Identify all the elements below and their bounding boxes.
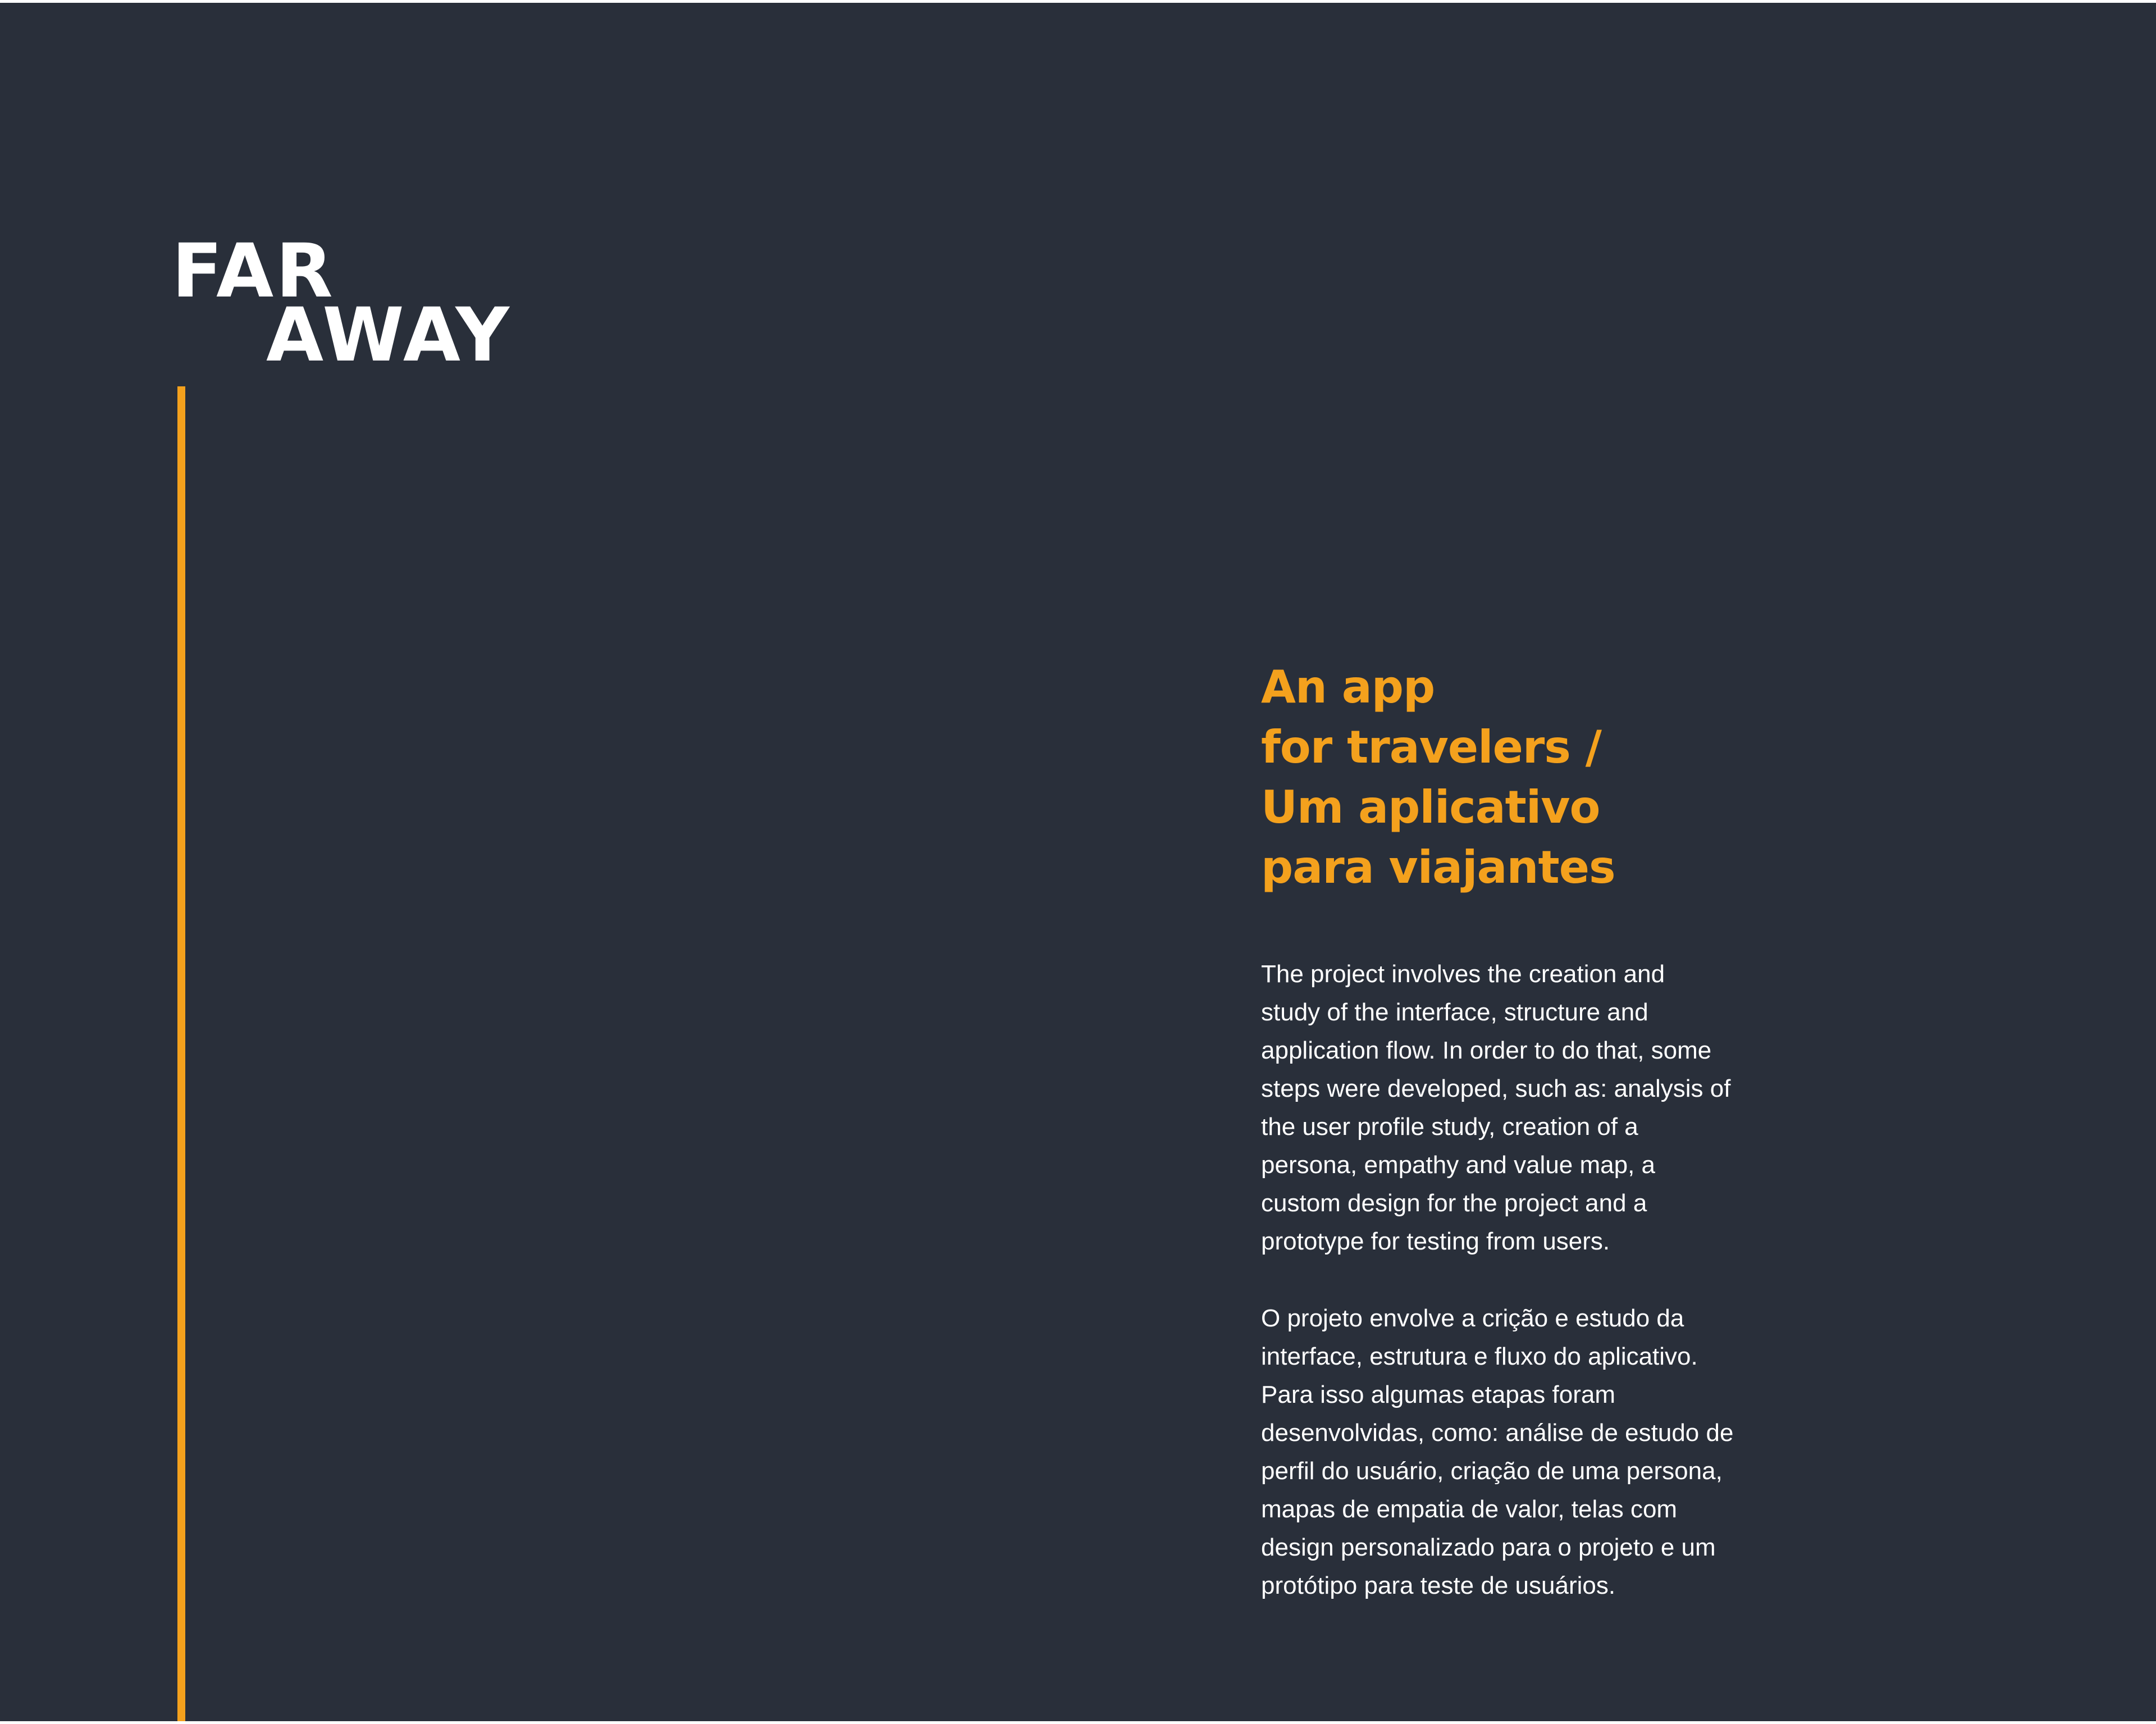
portuguese-description-line-4: desenvolvidas, como: análise de estudo de bbox=[1261, 1419, 1734, 1447]
portuguese-description-line-3: Para isso algumas etapas foram bbox=[1261, 1381, 1615, 1408]
faraway-logo bbox=[172, 216, 512, 379]
english-description-line-4: steps were developed, such as: analysis of bbox=[1261, 1075, 1731, 1102]
portuguese-description-line-7: design personalizado para o projeto e um bbox=[1261, 1534, 1716, 1561]
english-description-line-3: application flow. In order to do that, some bbox=[1261, 1037, 1712, 1064]
english-description-line-8: prototype for testing from users. bbox=[1261, 1228, 1610, 1255]
english-description-line-1: The project involves the creation and bbox=[1261, 960, 1665, 988]
orange-vertical-divider bbox=[177, 386, 185, 1721]
project-headline bbox=[1261, 657, 1935, 897]
english-description-line-5: the user profile study, creation of a bbox=[1261, 1113, 1638, 1141]
portuguese-description-line-2: interface, estrutura e fluxo do aplicativo. bbox=[1261, 1343, 1698, 1370]
english-description-line-7: custom design for the project and a bbox=[1261, 1189, 1647, 1217]
logo-word-far: FAR bbox=[172, 228, 335, 314]
portuguese-description-line-6: mapas de empatia de valor, telas com bbox=[1261, 1495, 1678, 1523]
portuguese-description bbox=[1261, 1299, 1817, 1605]
presentation-slide bbox=[0, 3, 2156, 1721]
logo-word-away: AWAY bbox=[266, 292, 512, 378]
headline-line-2: for travelers / bbox=[1261, 721, 1601, 773]
portuguese-description-line-1: O projeto envolve a crição e estudo da bbox=[1261, 1305, 1684, 1332]
headline-line-1: An app bbox=[1261, 661, 1435, 713]
headline-line-3: Um aplicativo bbox=[1261, 781, 1600, 833]
portuguese-description-line-5: perfil do usuário, criação de uma persona, bbox=[1261, 1457, 1723, 1485]
headline-line-4: para viajantes bbox=[1261, 841, 1615, 893]
portuguese-description-line-8: protótipo para teste de usuários. bbox=[1261, 1572, 1616, 1599]
english-description-line-6: persona, empathy and value map, a bbox=[1261, 1151, 1656, 1179]
english-description-line-2: study of the interface, structure and bbox=[1261, 998, 1648, 1026]
english-description bbox=[1261, 955, 1817, 1261]
